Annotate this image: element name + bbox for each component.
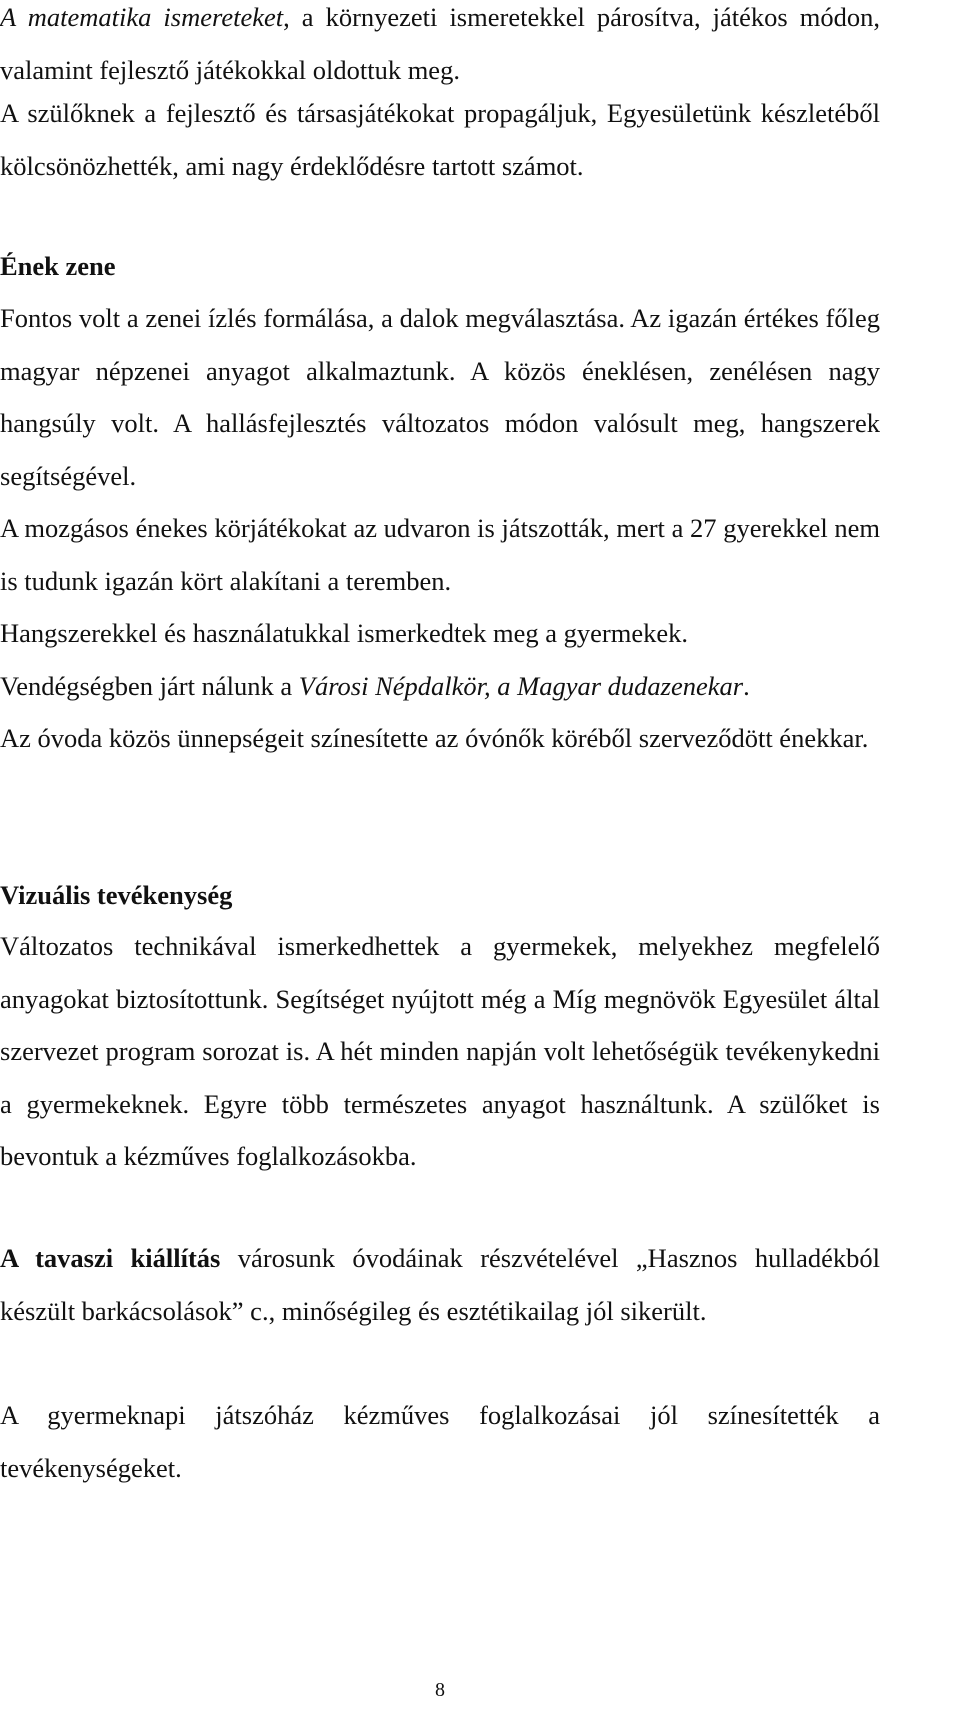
paragraph-music-2: A mozgásos énekes körjátékokat az udvaron is játszották, mert a 27 gyerekkel nem is tudunk igazán kört alakítani a teremben. bbox=[0, 513, 880, 596]
paragraph-parents: A szülőknek a fejlesztő és társasjátékokat propagáljuk, Egyesületünk készletéből kölcsönözhették, ami nagy érdeklődésre tartott számot. bbox=[0, 98, 880, 181]
paragraph-music-3: Hangszerekkel és használatukkal ismerkedtek meg a gyermekek. bbox=[0, 618, 688, 648]
music-guests-italic: Városi Népdalkör, a Magyar dudazenekar bbox=[298, 671, 744, 701]
paragraph-visual-3: A gyermeknapi játszóház kézműves foglalkozásai jól színesítették a tevékenységeket. bbox=[0, 1400, 880, 1483]
paragraph-music-1: Fontos volt a zenei ízlés formálása, a dalok megválasztása. Az igazán értékes főleg magyar népzenei anyagot alkalmaztunk. A közös éneklésen, zenélésen nagy hangsúly volt. A hallásfejlesztés változatos módon valósult meg, hangszerek segítségével. bbox=[0, 303, 880, 491]
heading-vizualis-tevekenyseg: Vizuális tevékenység bbox=[0, 880, 233, 910]
paragraph-visual-1: Változatos technikával ismerkedhettek a gyermekek, melyekhez megfelelő anyagokat biztosítottunk. Segítséget nyújtott még a Míg megnövök Egyesület által szervezet program sorozat is. A hét minden napján volt lehetőségük tevékenykedni a gyermekeknek. Egyre több természetes anyagot használtunk. A szülőket is bevontuk a kézműves foglalkozásokba. bbox=[0, 931, 880, 1171]
music-guests-before: Vendégségben járt nálunk a bbox=[0, 671, 299, 701]
math-rest: , a környezeti ismeretekkel párosítva, játékos módon, valamint fejlesztő játékokkal oldottuk meg. bbox=[0, 2, 881, 85]
paragraph-music-4 bbox=[0, 660, 880, 713]
paragraph-math bbox=[0, 0, 880, 96]
paragraph-visual-2 bbox=[0, 1232, 880, 1337]
heading-enek-zene: Ének zene bbox=[0, 251, 116, 281]
visual-bold-lead: A tavaszi kiállítás bbox=[0, 1243, 221, 1273]
music-guests-after: . bbox=[743, 671, 750, 701]
visual-2-rest: városunk óvodáinak részvételével „Hasznos hulladékból készült barkácsolások” c., minőségileg és esztétikailag jól sikerült. bbox=[0, 1243, 880, 1326]
math-italic-lead: A matematika ismereteket bbox=[0, 2, 284, 32]
page-number: 8 bbox=[435, 1679, 445, 1701]
paragraph-music-5: Az óvoda közös ünnepségeit színesítette az óvónők köréből szerveződött énekkar. bbox=[0, 723, 869, 753]
